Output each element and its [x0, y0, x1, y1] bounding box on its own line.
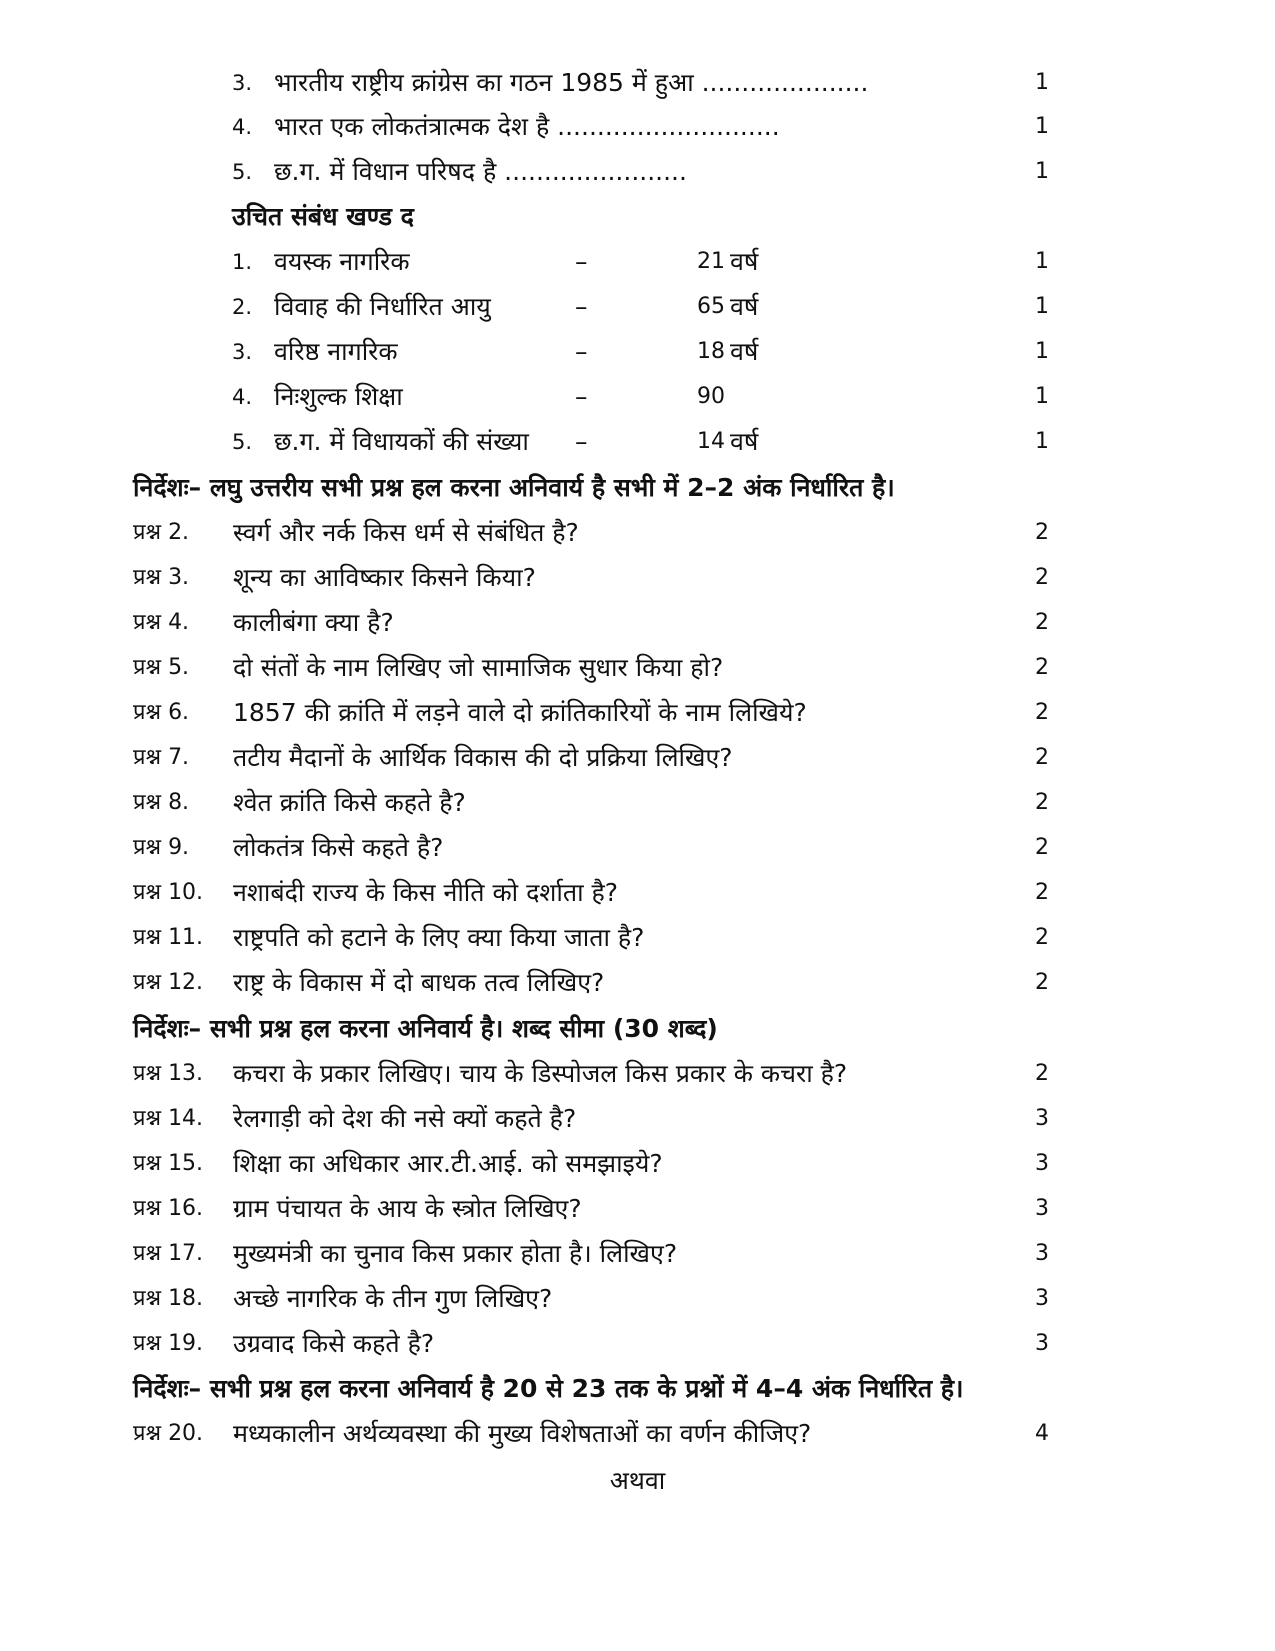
- row-left-text: छ.ग. में विधायकों की संख्या: [274, 427, 529, 456]
- question-label: प्रश्न 18.: [133, 1286, 204, 1311]
- question-mark: 3: [1035, 1286, 1049, 1311]
- question-mark: 2: [1035, 925, 1049, 950]
- row-dash: –: [575, 337, 588, 366]
- row-unit: वर्ष: [730, 292, 759, 321]
- question-mark: 2: [1035, 655, 1049, 680]
- row-value: 21: [697, 249, 725, 274]
- question-mark: 3: [1035, 1331, 1049, 1356]
- item-text: भारतीय राष्ट्रीय क्रांग्रेस का गठन 1985 में हुआ .....................: [274, 68, 869, 97]
- question-label: प्रश्न 7.: [133, 745, 190, 770]
- row-number: 4.: [232, 385, 253, 409]
- row-value: 90: [697, 384, 725, 409]
- question-mark: 3: [1035, 1196, 1049, 1221]
- question-text: तटीय मैदानों के आर्थिक विकास की दो प्रक्रिया लिखिए?: [233, 743, 733, 772]
- question-mark: 4: [1035, 1421, 1049, 1446]
- question-row: [133, 960, 1233, 1006]
- question-mark: 3: [1035, 1241, 1049, 1266]
- question-text: दो संतों के नाम लिखिए जो सामाजिक सुधार किया हो?: [233, 653, 724, 682]
- question-label: प्रश्न 13.: [133, 1061, 204, 1086]
- row-left-text: विवाह की निर्धारित आयु: [274, 292, 491, 321]
- item-number: 4.: [232, 115, 253, 139]
- question-row: [133, 870, 1233, 916]
- or-separator: अथवा: [609, 1466, 666, 1495]
- question-text: मुख्यमंत्री का चुनाव किस प्रकार होता है। लिखिए?: [233, 1239, 678, 1268]
- row-value: 18: [697, 339, 725, 364]
- question-label: प्रश्न 14.: [133, 1106, 204, 1131]
- item-mark: 1: [1035, 114, 1049, 139]
- fill-blank-item: [232, 60, 1232, 106]
- row-value: 14: [697, 429, 725, 454]
- fill-blank-item: [232, 149, 1232, 195]
- question-mark: 2: [1035, 565, 1049, 590]
- question-label: प्रश्न 4.: [133, 610, 190, 635]
- row-mark: 1: [1035, 249, 1049, 274]
- question-text: उग्रवाद किसे कहते है?: [233, 1329, 435, 1358]
- question-row: [133, 1096, 1233, 1142]
- question-mark: 3: [1035, 1151, 1049, 1176]
- question-label: प्रश्न 12.: [133, 970, 204, 995]
- row-left-text: वयस्क नागरिक: [274, 247, 410, 276]
- question-row: [133, 690, 1233, 736]
- question-row: [133, 600, 1233, 646]
- row-mark: 1: [1035, 429, 1049, 454]
- row-dash: –: [575, 247, 588, 276]
- row-number: 1.: [232, 250, 253, 274]
- question-text: कचरा के प्रकार लिखिए। चाय के डिस्पोजल किस प्रकार के कचरा है?: [233, 1059, 848, 1088]
- section-heading: उचित संबंध खण्ड द: [232, 202, 414, 231]
- question-text: शिक्षा का अधिकार आर.टी.आई. को समझाइये?: [233, 1149, 663, 1178]
- question-row: [133, 1276, 1233, 1322]
- row-mark: 1: [1035, 339, 1049, 364]
- row-unit: वर्ष: [730, 337, 759, 366]
- match-row: [232, 374, 1232, 420]
- question-label: प्रश्न 16.: [133, 1196, 204, 1221]
- question-mark: 3: [1035, 1106, 1049, 1131]
- question-row: [133, 1051, 1233, 1097]
- question-row: [133, 1321, 1233, 1367]
- question-text: कालीबंगा क्या है?: [233, 608, 394, 637]
- question-row: [133, 735, 1233, 781]
- match-row: [232, 239, 1232, 285]
- instruction-heading: निर्देशः– सभी प्रश्न हल करना अनिवार्य है 20 से 23 तक के प्रश्नों में 4–4 अंक निर्धारित है।: [133, 1374, 964, 1403]
- item-mark: 1: [1035, 70, 1049, 95]
- row-dash: –: [575, 292, 588, 321]
- question-row: [133, 825, 1233, 871]
- question-label: प्रश्न 6.: [133, 700, 190, 725]
- match-row: [232, 419, 1232, 465]
- question-row: [133, 510, 1233, 556]
- question-mark: 2: [1035, 1061, 1049, 1086]
- question-text: 1857 की क्रांति में लड़ने वाले दो क्रांतिकारियों के नाम लिखिये?: [233, 698, 807, 727]
- question-mark: 2: [1035, 700, 1049, 725]
- question-row: [133, 645, 1233, 691]
- question-row: [133, 1231, 1233, 1277]
- question-mark: 2: [1035, 610, 1049, 635]
- row-value: 65: [697, 294, 725, 319]
- question-text: मध्यकालीन अर्थव्यवस्था की मुख्य विशेषताओं का वर्णन कीजिए?: [233, 1419, 812, 1448]
- question-label: प्रश्न 3.: [133, 565, 190, 590]
- question-mark: 2: [1035, 970, 1049, 995]
- question-label: प्रश्न 8.: [133, 790, 190, 815]
- row-mark: 1: [1035, 384, 1049, 409]
- item-text: छ.ग. में विधान परिषद है .......................: [274, 157, 687, 186]
- question-label: प्रश्न 17.: [133, 1241, 204, 1266]
- question-label: प्रश्न 20.: [133, 1421, 204, 1446]
- question-row: [133, 915, 1233, 961]
- question-label: प्रश्न 15.: [133, 1151, 204, 1176]
- row-dash: –: [575, 382, 588, 411]
- row-number: 2.: [232, 295, 253, 319]
- row-left-text: निःशुल्क शिक्षा: [274, 382, 403, 411]
- item-number: 3.: [232, 71, 253, 95]
- item-text: भारत एक लोकतंत्रात्मक देश है ............................: [274, 112, 780, 141]
- question-text: अच्छे नागरिक के तीन गुण लिखिए?: [233, 1284, 553, 1313]
- question-mark: 2: [1035, 835, 1049, 860]
- question-row: [133, 1141, 1233, 1187]
- item-number: 5.: [232, 160, 253, 184]
- row-left-text: वरिष्ठ नागरिक: [274, 337, 398, 366]
- question-mark: 2: [1035, 790, 1049, 815]
- question-row: [133, 1186, 1233, 1232]
- match-row: [232, 329, 1232, 375]
- question-text: रेलगाड़ी को देश की नसे क्यों कहते है?: [233, 1104, 577, 1133]
- question-label: प्रश्न 19.: [133, 1331, 204, 1356]
- match-row: [232, 284, 1232, 330]
- question-row: [133, 780, 1233, 826]
- question-text: राष्ट्र के विकास में दो बाधक तत्व लिखिए?: [233, 968, 605, 997]
- question-label: प्रश्न 9.: [133, 835, 190, 860]
- row-number: 5.: [232, 430, 253, 454]
- question-mark: 2: [1035, 745, 1049, 770]
- question-text: श्वेत क्रांति किसे कहते है?: [233, 788, 466, 817]
- question-row: [133, 1411, 1233, 1457]
- fill-blank-item: [232, 104, 1232, 150]
- question-label: प्रश्न 5.: [133, 655, 190, 680]
- question-text: नशाबंदी राज्य के किस नीति को दर्शाता है?: [233, 878, 619, 907]
- instruction-heading: निर्देशः– सभी प्रश्न हल करना अनिवार्य है। शब्द सीमा (30 शब्द): [133, 1014, 718, 1043]
- question-text: शून्य का आविष्कार किसने किया?: [233, 563, 536, 592]
- question-text: ग्राम पंचायत के आय के स्त्रोत लिखिए?: [233, 1194, 582, 1223]
- row-unit: वर्ष: [730, 247, 759, 276]
- question-text: राष्ट्रपति को हटाने के लिए क्या किया जाता है?: [233, 923, 645, 952]
- question-label: प्रश्न 11.: [133, 925, 204, 950]
- question-text: स्वर्ग और नर्क किस धर्म से संबंधित है?: [233, 518, 579, 547]
- question-label: प्रश्न 10.: [133, 880, 204, 905]
- question-label: प्रश्न 2.: [133, 520, 190, 545]
- row-unit: वर्ष: [730, 427, 759, 456]
- question-mark: 2: [1035, 880, 1049, 905]
- item-mark: 1: [1035, 159, 1049, 184]
- question-mark: 2: [1035, 520, 1049, 545]
- question-row: [133, 555, 1233, 601]
- row-number: 3.: [232, 340, 253, 364]
- row-dash: –: [575, 427, 588, 456]
- row-mark: 1: [1035, 294, 1049, 319]
- question-text: लोकतंत्र किसे कहते है?: [233, 833, 444, 862]
- instruction-heading: निर्देशः– लघु उत्तरीय सभी प्रश्न हल करना अनिवार्य है सभी में 2–2 अंक निर्धारित है।: [133, 473, 895, 502]
